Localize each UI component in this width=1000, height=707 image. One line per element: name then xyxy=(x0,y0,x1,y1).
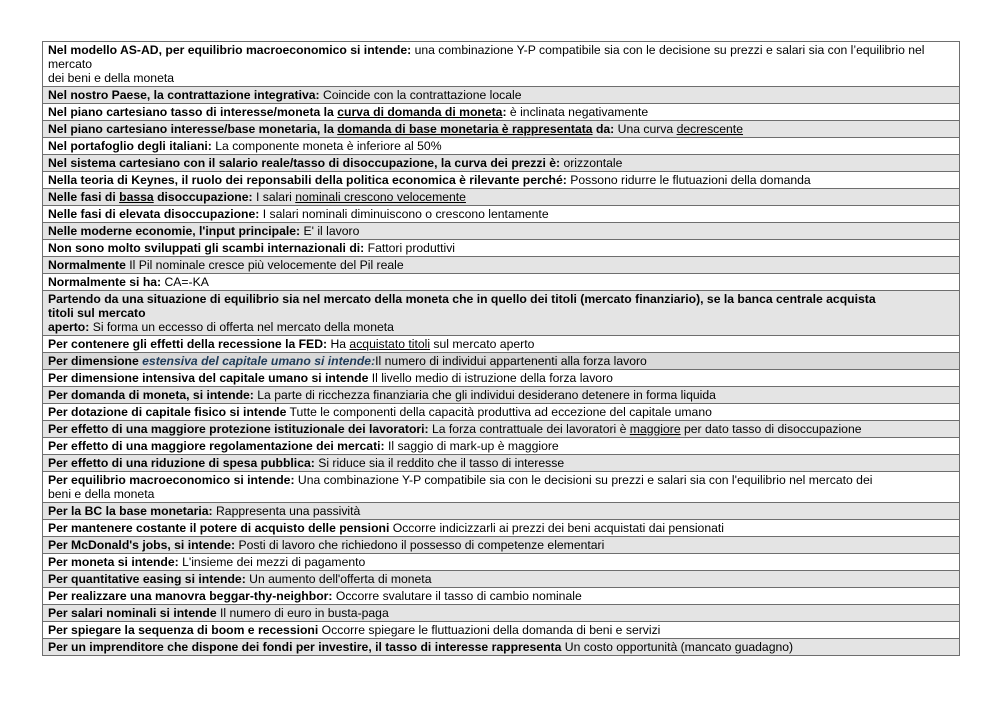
table-row xyxy=(43,104,960,121)
table-row xyxy=(43,421,960,438)
table-cell xyxy=(43,155,960,172)
question-text: Per realizzare una manovra beggar-thy-neighbor: xyxy=(48,589,333,603)
question-text: Per McDonald's jobs, si intende: xyxy=(48,538,236,552)
question-text: Per mantenere costante il potere di acquisto delle pensioni xyxy=(48,521,390,535)
table-row xyxy=(43,223,960,240)
question-text: Per dimensione xyxy=(48,354,143,368)
question-underlined-text: bassa xyxy=(119,190,154,204)
question-text-end: : xyxy=(502,105,507,119)
answer-text: Si riduce sia il reddito che il tasso di interesse xyxy=(314,456,565,470)
table-cell xyxy=(43,87,960,104)
question-text: Per moneta si intende: xyxy=(48,555,179,569)
table-cell xyxy=(43,520,960,537)
table-row xyxy=(43,353,960,370)
table-row xyxy=(43,172,960,189)
quiz-table-body xyxy=(43,42,960,656)
table-row xyxy=(43,336,960,353)
answer-text: Il saggio di mark-up è maggiore xyxy=(384,439,559,453)
question-text: Per dotazione di capitale fisico si intende xyxy=(48,405,287,419)
answer-text: Una combinazione Y-P compatibile sia con le decisioni su prezzi e salari sia con l'equilibrio nel mercato dei xyxy=(294,473,873,487)
table-row xyxy=(43,387,960,404)
table-cell xyxy=(43,605,960,622)
answer-text: Occorre indicizzarli ai prezzi dei beni acquistati dai pensionati xyxy=(389,521,724,535)
question-text-end: da: xyxy=(592,122,615,136)
table-cell xyxy=(43,257,960,274)
table-cell xyxy=(43,387,960,404)
table-cell xyxy=(43,42,960,87)
table-cell xyxy=(43,104,960,121)
quiz-table xyxy=(42,41,960,656)
table-row xyxy=(43,42,960,87)
answer-text: Il livello medio di istruzione della forza lavoro xyxy=(368,371,613,385)
question-text: Nel piano cartesiano tasso di interesse/moneta la xyxy=(48,105,338,119)
question-text: Nel portafoglio degli italiani: xyxy=(48,139,212,153)
table-cell xyxy=(43,537,960,554)
table-row xyxy=(43,472,960,503)
table-row xyxy=(43,639,960,656)
table-cell xyxy=(43,571,960,588)
table-cell xyxy=(43,622,960,639)
question-underlined-text: domanda di base monetaria è rappresentata xyxy=(337,122,593,136)
table-cell xyxy=(43,503,960,520)
table-row xyxy=(43,438,960,455)
answer-text-end: per dato tasso di disoccupazione xyxy=(680,422,862,436)
answer-text: Il Pil nominale cresce più velocemente del Pil reale xyxy=(125,258,404,272)
table-row xyxy=(43,571,960,588)
question-text: Nelle fasi di xyxy=(48,190,120,204)
table-cell xyxy=(43,172,960,189)
question-text: Nel piano cartesiano interesse/base monetaria, la xyxy=(48,122,338,136)
table-cell xyxy=(43,639,960,656)
question-text: Per effetto di una maggiore protezione istituzionale dei lavoratori: xyxy=(48,422,429,436)
answer-text: Ha xyxy=(327,337,350,351)
table-cell xyxy=(43,240,960,257)
table-cell xyxy=(43,404,960,421)
answer-text: Tutte le componenti della capacità produttiva ad eccezione del capitale umano xyxy=(286,405,712,419)
answer-text: Il numero di individui appartenenti alla forza lavoro xyxy=(375,354,647,368)
answer-text: Un aumento dell'offerta di moneta xyxy=(245,572,432,586)
table-cell xyxy=(43,588,960,605)
answer-underlined-text: maggiore xyxy=(629,422,681,436)
answer-text-continued: dei beni e della moneta xyxy=(48,71,175,85)
table-row xyxy=(43,274,960,291)
table-row xyxy=(43,588,960,605)
table-cell xyxy=(43,554,960,571)
question-text: Nella teoria di Keynes, il ruolo dei reponsabili della politica economica è rilevante perché: xyxy=(48,173,567,187)
question-text-end: aperto: xyxy=(48,320,90,334)
table-row xyxy=(43,138,960,155)
answer-text: Occorre spiegare le fluttuazioni della domanda di beni e servizi xyxy=(318,623,661,637)
question-italic-text: estensiva del capitale umano si intende: xyxy=(142,354,376,368)
table-cell xyxy=(43,336,960,353)
answer-text: Coincide con la contrattazione locale xyxy=(319,88,522,102)
question-text: Per contenere gli effetti della recessione la FED: xyxy=(48,337,328,351)
table-cell xyxy=(43,206,960,223)
table-row xyxy=(43,240,960,257)
question-text: Partendo da una situazione di equilibrio sia nel mercato della moneta che in quello dei titoli (mercato finanziario), se la banca centrale acquista xyxy=(48,292,876,306)
question-text: Normalmente xyxy=(48,258,126,272)
answer-text: La componente moneta è inferiore al 50% xyxy=(211,139,442,153)
answer-underlined-text: decrescente xyxy=(676,122,743,136)
answer-text: Una curva xyxy=(614,122,677,136)
table-row xyxy=(43,155,960,172)
question-text: Per effetto di una riduzione di spesa pubblica: xyxy=(48,456,315,470)
question-text: Per equilibrio macroeconomico si intende: xyxy=(48,473,295,487)
table-row xyxy=(43,189,960,206)
table-row xyxy=(43,291,960,336)
question-text: Per salari nominali si intende xyxy=(48,606,217,620)
table-row xyxy=(43,257,960,274)
table-row xyxy=(43,520,960,537)
table-cell xyxy=(43,138,960,155)
question-text: Nelle moderne economie, l'input principale: xyxy=(48,224,301,238)
answer-text: I salari xyxy=(252,190,296,204)
answer-text: I salari nominali diminuiscono o crescono lentamente xyxy=(259,207,549,221)
answer-text: La forza contrattuale dei lavoratori è xyxy=(428,422,630,436)
answer-text: una combinazione Y-P compatibile sia con le decisione su prezzi e salari sia con l’equilibrio nel mercato xyxy=(48,43,925,71)
table-cell xyxy=(43,189,960,206)
table-row xyxy=(43,370,960,387)
table-row xyxy=(43,455,960,472)
answer-text: Si forma un eccesso di offerta nel mercato della moneta xyxy=(89,320,394,334)
table-row xyxy=(43,605,960,622)
answer-text: è inclinata negativamente xyxy=(506,105,649,119)
question-text: Per spiegare la sequenza di boom e recessioni xyxy=(48,623,319,637)
answer-underlined-text: nominali crescono velocemente xyxy=(295,190,466,204)
answer-text: Fattori produttivi xyxy=(364,241,455,255)
table-cell xyxy=(43,438,960,455)
table-row xyxy=(43,554,960,571)
answer-text: orizzontale xyxy=(560,156,623,170)
answer-text: Possono ridurre le flutuazioni della domanda xyxy=(566,173,811,187)
question-text: Per la BC la base monetaria: xyxy=(48,504,213,518)
answer-underlined-text: acquistato titoli xyxy=(349,337,431,351)
table-cell xyxy=(43,370,960,387)
answer-text: Un costo opportunità (mancato guadagno) xyxy=(561,640,794,654)
table-row xyxy=(43,87,960,104)
answer-text: Occorre svalutare il tasso di cambio nominale xyxy=(332,589,582,603)
answer-text: Il numero di euro in busta-paga xyxy=(216,606,389,620)
table-row xyxy=(43,206,960,223)
question-text: Normalmente si ha: xyxy=(48,275,162,289)
question-text: Non sono molto sviluppati gli scambi internazionali di: xyxy=(48,241,365,255)
question-text-continued: titoli sul mercato xyxy=(48,306,146,320)
table-row xyxy=(43,121,960,138)
table-cell xyxy=(43,472,960,503)
table-row xyxy=(43,537,960,554)
table-cell xyxy=(43,353,960,370)
answer-text-end: sul mercato aperto xyxy=(430,337,535,351)
question-text: Nel sistema cartesiano con il salario reale/tasso di disoccupazione, la curva dei prezzi è: xyxy=(48,156,561,170)
answer-text-continued: beni e della moneta xyxy=(48,487,155,501)
question-text: Per quantitative easing si intende: xyxy=(48,572,246,586)
table-cell xyxy=(43,223,960,240)
question-underlined-text: curva di domanda di moneta xyxy=(337,105,503,119)
table-cell xyxy=(43,121,960,138)
question-text: Per effetto di una maggiore regolamentazione dei mercati: xyxy=(48,439,385,453)
answer-text: E' il lavoro xyxy=(300,224,360,238)
question-text: Nel nostro Paese, la contrattazione integrativa: xyxy=(48,88,320,102)
answer-text: Posti di lavoro che richiedono il possesso di competenze elementari xyxy=(235,538,605,552)
question-text: Per domanda di moneta, si intende: xyxy=(48,388,254,402)
question-text: Per dimensione intensiva del capitale umano si intende xyxy=(48,371,369,385)
table-cell xyxy=(43,455,960,472)
question-text-end: disoccupazione: xyxy=(153,190,253,204)
question-text: Nelle fasi di elevata disoccupazione: xyxy=(48,207,260,221)
answer-text: CA=-KA xyxy=(161,275,209,289)
table-cell xyxy=(43,274,960,291)
answer-text: Rappresenta una passività xyxy=(212,504,361,518)
table-row xyxy=(43,503,960,520)
answer-text: La parte di ricchezza finanziaria che gli individui desiderano detenere in forma liquida xyxy=(253,388,716,402)
question-text: Nel modello AS-AD, per equilibrio macroeconomico si intende: xyxy=(48,43,412,57)
answer-text: L'insieme dei mezzi di pagamento xyxy=(178,555,366,569)
table-row xyxy=(43,622,960,639)
question-text: Per un imprenditore che dispone dei fondi per investire, il tasso di interesse rappresenta xyxy=(48,640,562,654)
table-cell xyxy=(43,421,960,438)
table-row xyxy=(43,404,960,421)
table-cell xyxy=(43,291,960,336)
